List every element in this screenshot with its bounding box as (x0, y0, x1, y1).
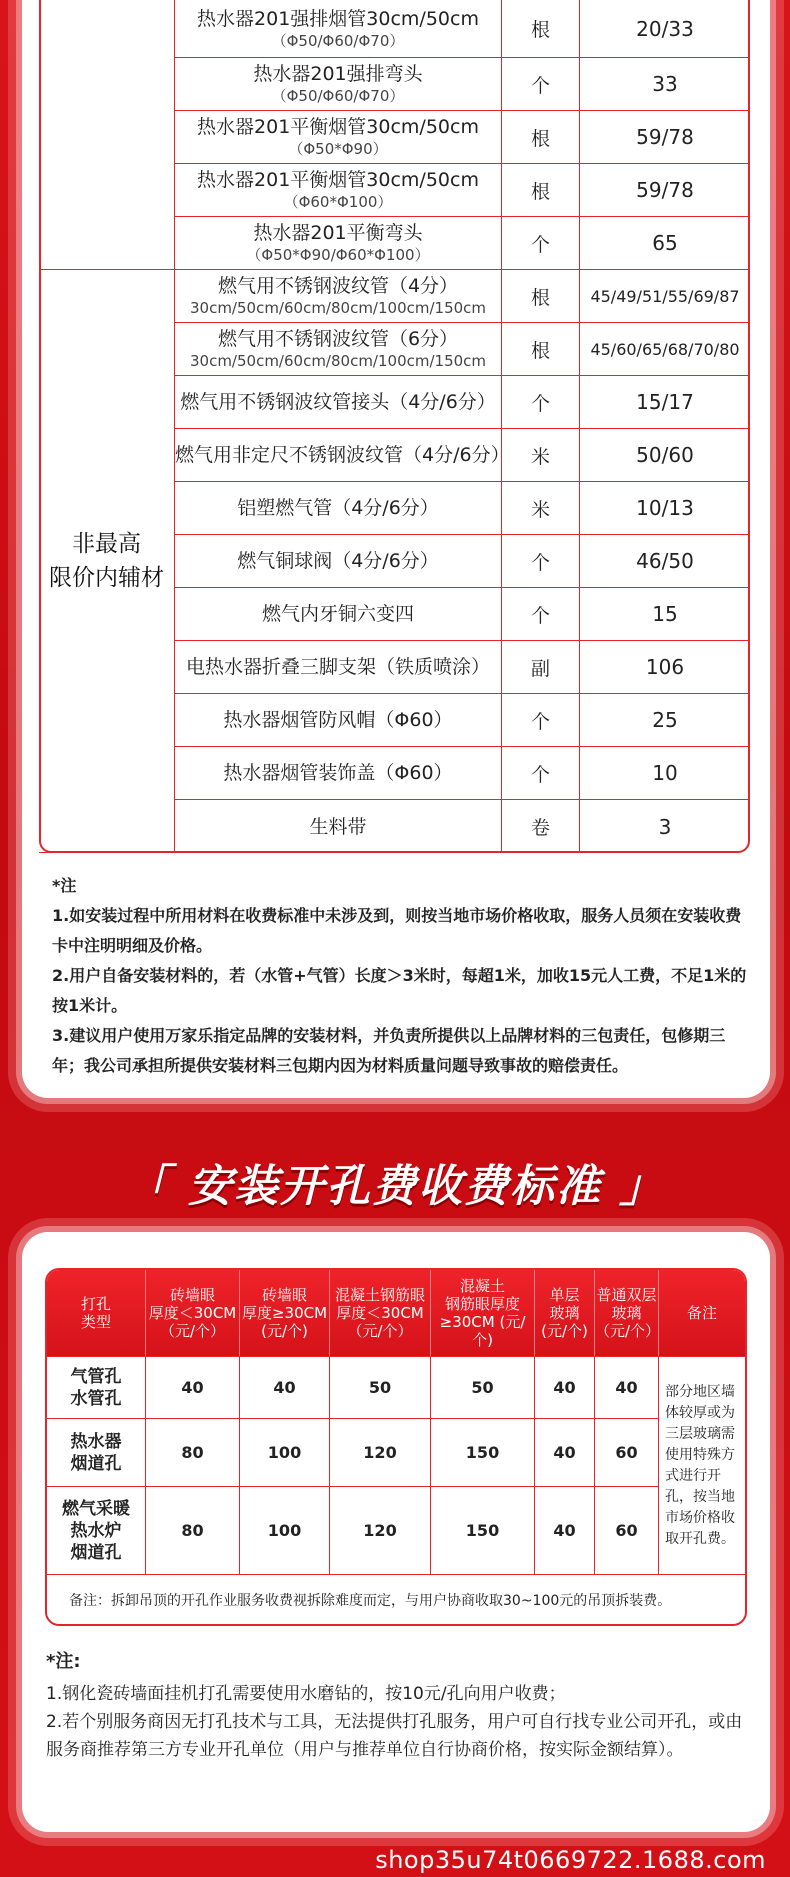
item-name: 热水器201平衡烟管30cm/50cm （Φ50*Φ90） (175, 111, 502, 163)
item-name: 电热水器折叠三脚支架（铁质喷涂） (175, 641, 502, 693)
item-unit: 根 (502, 323, 580, 375)
notes-heading: *注: (46, 1651, 81, 1672)
table-footer-note: 备注：拆卸吊顶的开孔作业服务收费视拆除难度而定，与用户协商收取30~100元的吊顶拆装费。 (47, 1574, 745, 1624)
item-unit: 个 (502, 58, 580, 110)
header-cell: 普通双层 玻璃 （元/个） (595, 1270, 659, 1356)
item-unit: 根 (502, 0, 580, 57)
item-unit: 个 (502, 217, 580, 269)
price-cell: 60 (595, 1487, 659, 1574)
price-cell: 40 (146, 1357, 240, 1418)
item-name: 燃气铜球阀（4分/6分） (175, 535, 502, 587)
header-cell: 备注 (686, 1304, 717, 1322)
price-cell: 150 (431, 1419, 535, 1486)
item-price: 20/33 (636, 16, 694, 41)
table-row (175, 694, 750, 747)
header-cell: 混凝土钢筋眼 厚度＜30CM （元/个） (330, 1270, 431, 1356)
item-price: 10 (652, 761, 678, 785)
item-price: 59/78 (636, 125, 694, 149)
table-row (175, 0, 750, 58)
item-unit: 个 (502, 588, 580, 640)
table-row (175, 588, 750, 641)
item-name: 热水器201强排烟管30cm/50cm （Φ50/Φ60/Φ70） (175, 0, 502, 57)
item-unit: 根 (502, 164, 580, 216)
item-unit: 个 (502, 747, 580, 799)
price-cell: 150 (431, 1487, 535, 1574)
item-name: 燃气用非定尺不锈钢波纹管（4分/6分） (175, 429, 502, 481)
item-name: 热水器201平衡烟管30cm/50cm （Φ60*Φ100） (175, 164, 502, 216)
remark-cell: 部分地区墙体较厚或为三层玻璃需使用特殊方式进行开孔，按当地市场价格收取开孔费。 (659, 1356, 745, 1574)
item-unit: 副 (502, 641, 580, 693)
item-name: 生料带 (175, 800, 502, 853)
price-cell: 40 (595, 1357, 659, 1418)
item-price: 25 (652, 708, 678, 732)
item-price: 45/60/65/68/70/80 (590, 339, 740, 359)
price-cell: 80 (146, 1487, 240, 1574)
price-cell: 60 (595, 1419, 659, 1486)
item-price: 59/78 (636, 178, 694, 202)
item-price: 46/50 (636, 549, 694, 573)
table-row (175, 482, 750, 535)
price-cell: 120 (330, 1419, 431, 1486)
price-cell: 100 (240, 1487, 330, 1574)
item-name: 燃气用不锈钢波纹管（4分） 30cm/50cm/60cm/80cm/100cm/150cm (175, 270, 502, 322)
item-unit: 根 (502, 270, 580, 322)
item-price: 10/13 (636, 496, 694, 520)
item-price: 50/60 (636, 443, 694, 467)
item-name: 燃气用不锈钢波纹管（6分） 30cm/50cm/60cm/80cm/100cm/150cm (175, 323, 502, 375)
item-name: 热水器201强排弯头 （Φ50/Φ60/Φ70） (175, 58, 502, 110)
table-row (175, 58, 750, 111)
item-price: 45/49/51/55/69/87 (590, 286, 740, 306)
price-cell: 120 (330, 1487, 431, 1574)
table-header (47, 1270, 745, 1356)
price-cell: 40 (535, 1357, 595, 1418)
item-price: 65 (652, 231, 678, 255)
table-row (47, 1356, 659, 1418)
drilling-notes (46, 1648, 748, 1764)
item-price: 33 (652, 72, 678, 96)
price-cell: 100 (240, 1419, 330, 1486)
table-row (175, 641, 750, 694)
shop-watermark: shop35u74t0669722.1688.com (375, 1846, 766, 1874)
header-cell: 砖墙眼 厚度≥30CM (元/个) (240, 1270, 330, 1356)
item-unit: 个 (502, 694, 580, 746)
item-name: 热水器201平衡弯头 （Φ50*Φ90/Φ60*Φ100） (175, 217, 502, 269)
table-row (175, 747, 750, 800)
table-row (47, 1486, 659, 1574)
item-unit: 个 (502, 535, 580, 587)
item-name: 热水器烟管防风帽（Φ60） (175, 694, 502, 746)
header-cell: 混凝土 钢筋眼厚度 ≥30CM (元/个) (431, 1270, 535, 1356)
item-price: 3 (658, 814, 672, 839)
item-price: 106 (645, 655, 685, 679)
table-row (175, 111, 750, 164)
price-cell: 40 (240, 1357, 330, 1418)
item-unit: 个 (502, 376, 580, 428)
row-type: 燃气采暖 热水炉 烟道孔 (47, 1487, 146, 1574)
item-unit: 米 (502, 482, 580, 534)
table-body (47, 1356, 745, 1574)
group-cell-non-max: 非最高 限价内辅材 (39, 270, 175, 853)
table-row (47, 1418, 659, 1486)
group-cell-top (39, 0, 175, 270)
table-row (175, 323, 750, 376)
item-name: 铝塑燃气管（4分/6分） (175, 482, 502, 534)
notes-heading: *注 (52, 876, 77, 895)
table-row (175, 535, 750, 588)
note-item: 1.钢化瓷砖墙面挂机打孔需要使用水磨钻的，按10元/孔向用户收费； (46, 1684, 566, 1704)
table-row (175, 800, 750, 853)
item-price: 15 (652, 602, 678, 626)
table-row (175, 217, 750, 270)
note-item: 1.如安装过程中所用材料在收费标准中未涉及到，则按当地市场价格收取，服务人员须在安装收费卡中注明明细及价格。 (52, 906, 742, 955)
note-item: 2.用户自备安装材料的，若（水管+气管）长度＞3米时，每超1米，加收15元人工费，不足1米的按1米计。 (52, 966, 747, 1015)
table-row (175, 429, 750, 482)
table-row (175, 164, 750, 217)
item-name: 热水器烟管装饰盖（Φ60） (175, 747, 502, 799)
note-item: 3.建议用户使用万家乐指定品牌的安装材料，并负责所提供以上品牌材料的三包责任，包修期三年；我公司承担所提供安装材料三包期内因为材料质量问题导致事故的赔偿责任。 (52, 1026, 726, 1075)
header-cell: 单层 玻璃 (元/个) (535, 1270, 595, 1356)
row-type: 气管孔 水管孔 (47, 1357, 146, 1418)
header-cell: 砖墙眼 厚度＜30CM （元/个） (146, 1270, 240, 1356)
price-cell: 40 (535, 1487, 595, 1574)
row-type: 热水器 烟道孔 (47, 1419, 146, 1486)
price-cell: 80 (146, 1419, 240, 1486)
item-price: 15/17 (636, 390, 694, 414)
drilling-fee-table (45, 1268, 747, 1626)
table-row (175, 376, 750, 429)
item-unit: 卷 (502, 800, 580, 853)
note-item: 2.若个别服务商因无打孔技术与工具，无法提供打孔服务，用户可自行找专业公司开孔，或由服务商推荐第三方专业开孔单位（用户与推荐单位自行协商价格，按实际金额结算）。 (46, 1712, 743, 1760)
price-cell: 50 (330, 1357, 431, 1418)
section-title: 「 安装开孔费收费标准 」 (124, 1161, 666, 1212)
price-cell: 50 (431, 1357, 535, 1418)
table-row (175, 270, 750, 323)
item-name: 燃气用不锈钢波纹管接头（4分/6分） (175, 376, 502, 428)
item-unit: 米 (502, 429, 580, 481)
price-cell: 40 (535, 1419, 595, 1486)
item-unit: 根 (502, 111, 580, 163)
item-name: 燃气内牙铜六变四 (175, 588, 502, 640)
materials-notes (52, 871, 752, 1081)
header-cell: 打孔 类型 (47, 1270, 146, 1356)
